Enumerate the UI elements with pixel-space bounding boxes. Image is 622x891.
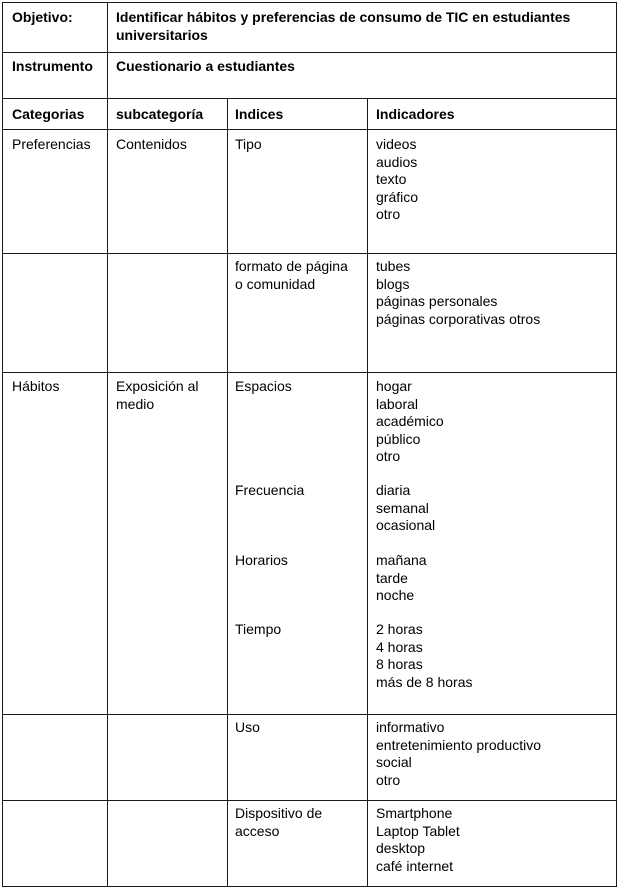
indicador-item: Laptop Tablet [376, 822, 460, 839]
indicador-item: blogs [376, 275, 410, 292]
indicador-item: 8 horas [376, 656, 423, 672]
subcategoria-cell [116, 378, 199, 413]
indicadores-cell [376, 719, 541, 789]
indice-cell [235, 258, 348, 293]
indicador-item: otro [376, 771, 401, 788]
table-border-right [616, 2, 617, 887]
column-header-indicadores: Indicadores [376, 106, 455, 122]
indice-cell [235, 136, 262, 154]
indicador-item: videos [376, 136, 417, 152]
indicador-item: hogar [376, 378, 412, 394]
indicador-item: entretenimiento productivo [376, 736, 541, 753]
indicadores-cell [376, 621, 473, 691]
indicador-item: gráfico [376, 188, 419, 205]
indice-line: formato de página [235, 258, 348, 274]
indice-line: o comunidad [235, 275, 316, 292]
table-border-bottom [2, 886, 617, 887]
indicador-item: páginas personales [376, 293, 498, 309]
column-header-indices: Indices [235, 106, 284, 122]
table-divider [2, 714, 617, 715]
indicador-item: 2 horas [376, 621, 423, 637]
table-border-left [2, 2, 3, 887]
table-divider [2, 129, 617, 130]
categoria-cell: Preferencias [12, 136, 91, 152]
indicador-item: diaria [376, 482, 411, 498]
indicadores-cell [376, 258, 540, 328]
indice-cell [235, 719, 260, 737]
indicador-item: café internet [376, 857, 454, 874]
indicador-item: otro [376, 206, 401, 222]
table-column-divider [367, 98, 368, 887]
column-header-subcategoria: subcategoría [116, 106, 204, 122]
indicadores-cell [376, 378, 444, 466]
indice-line: Uso [235, 719, 260, 735]
indicador-item: Smartphone [376, 805, 453, 821]
objetivo-value-line: Identificar hábitos y preferencias de consumo de TIC en estudiantes [116, 9, 571, 25]
table-column-divider [107, 2, 108, 887]
indicador-item: informativo [376, 719, 445, 735]
indice-cell [235, 482, 304, 500]
indicador-item: académico [376, 413, 444, 429]
indice-line: Tiempo [235, 621, 282, 637]
indice-cell [235, 805, 322, 840]
indicador-item: ocasional [376, 517, 436, 533]
table-border-top [2, 2, 617, 3]
table-divider [2, 253, 617, 254]
indice-cell [235, 621, 281, 639]
indicador-item: social [376, 754, 412, 770]
indicador-item: texto [376, 171, 407, 187]
indicadores-cell [376, 552, 427, 605]
subcategoria-cell [116, 136, 187, 154]
indicador-item: laboral [376, 395, 419, 412]
objetivo-value-line: universitarios [116, 26, 208, 43]
subcategoria-line: medio [116, 395, 155, 412]
indice-line: Espacios [235, 378, 292, 394]
indice-line: Frecuencia [235, 482, 305, 498]
indicador-item: semanal [376, 499, 429, 516]
indicador-item: páginas corporativas otros [376, 310, 541, 327]
instrumento-label: Instrumento [12, 58, 93, 74]
indice-line: Horarios [235, 552, 288, 568]
indicador-item: más de 8 horas [376, 673, 473, 690]
indicador-item: noche [376, 587, 415, 603]
indicador-item: 4 horas [376, 638, 423, 655]
indice-line: acceso [235, 822, 280, 839]
indicador-item: desktop [376, 840, 426, 856]
indice-line: Tipo [235, 136, 262, 152]
table-column-divider [227, 98, 228, 887]
indicadores-cell [376, 482, 435, 535]
instrumento-value: Cuestionario a estudiantes [116, 58, 295, 74]
indicador-item: tarde [376, 569, 408, 586]
indice-line: Dispositivo de [235, 805, 323, 821]
indicador-item: tubes [376, 258, 411, 274]
objetivo-value [116, 9, 570, 44]
table-divider [2, 98, 617, 99]
indicadores-cell [376, 805, 460, 875]
indicador-item: otro [376, 448, 401, 464]
table-divider [2, 372, 617, 373]
indicador-item: audios [376, 153, 418, 170]
indicadores-cell [376, 136, 418, 224]
table-divider [2, 800, 617, 801]
column-header-categorias: Categorias [12, 106, 85, 122]
subcategoria-line: Exposición al [116, 378, 199, 394]
subcategoria-line: Contenidos [116, 136, 187, 152]
indice-cell [235, 552, 288, 570]
indice-cell [235, 378, 292, 396]
table-divider [2, 52, 617, 53]
indicador-item: público [376, 430, 421, 447]
indicador-item: mañana [376, 552, 427, 568]
objetivo-label: Objetivo: [12, 9, 73, 25]
categoria-cell: Hábitos [12, 378, 60, 394]
